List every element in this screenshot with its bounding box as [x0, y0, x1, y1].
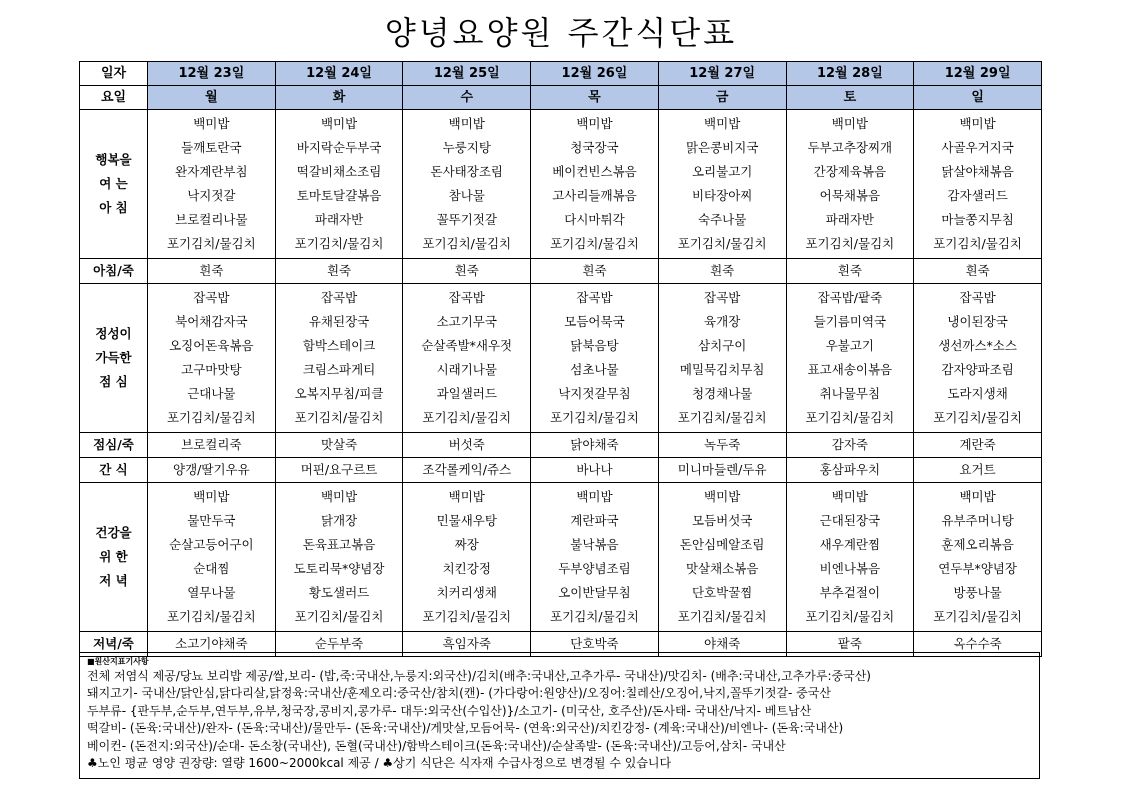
breakfast-day-cell [914, 110, 1042, 259]
menu-item: 포기김치/물김치 [422, 609, 512, 624]
breakfast-porridge-row [80, 259, 1042, 284]
menu-item: 포기김치/물김치 [422, 410, 512, 425]
dinner-porridge-cell: 흑임자죽 [403, 632, 531, 657]
menu-item: 우불고기 [825, 338, 875, 353]
date-cell: 12월 26일 [531, 62, 659, 86]
menu-item: 포기김치/물김치 [805, 236, 895, 251]
menu-item: 포기김치/물김치 [550, 609, 639, 624]
menu-item: 열무나물 [187, 585, 236, 600]
menu-item: 물만두국 [187, 513, 236, 528]
menu-item: 잡곡밥 [448, 290, 485, 305]
menu-item: 들기름미역국 [813, 314, 887, 329]
lunch-day-cell [914, 284, 1042, 433]
menu-item: 도라지생채 [947, 386, 1008, 401]
menu-item: 섬초나물 [570, 362, 619, 377]
menu-item: 백미밥 [193, 489, 230, 504]
menu-item: 감자샐러드 [947, 188, 1008, 203]
menu-item: 포기김치/물김치 [677, 410, 767, 425]
snack-cell: 조각롤케익/쥬스 [403, 458, 531, 483]
menu-item: 포기김치/물김치 [294, 609, 384, 624]
menu-item: 두부고추장찌개 [807, 140, 893, 155]
dinner-porridge-cell: 단호박죽 [531, 632, 659, 657]
menu-item: 청경채나물 [691, 386, 753, 401]
menu-item: 냉이된장국 [947, 314, 1008, 329]
lunch-porridge-cell: 감자죽 [786, 433, 914, 458]
breakfast-label-line: 아 침 [99, 200, 128, 215]
dinner-porridge-cell: 순두부죽 [275, 632, 403, 657]
breakfast-porridge-cell: 흰죽 [531, 259, 659, 284]
menu-item: 도토리묵*양념장 [293, 561, 385, 576]
snack-cell: 바나나 [531, 458, 659, 483]
menu-item: 북어채감자국 [175, 314, 248, 329]
lunch-label-line: 정성이 [95, 326, 132, 341]
menu-item: 청국장국 [570, 140, 619, 155]
menu-item: 돈사태장조림 [430, 164, 503, 179]
menu-item: 마늘쫑지무침 [941, 212, 1014, 227]
menu-item: 닭북음탕 [570, 338, 619, 353]
snack-cell: 양갱/딸기우유 [148, 458, 276, 483]
notes-line: 베이컨- (돈전지:외국산)/순대- 돈소창(국내산), 돈혈(국내산)/함박스테이크(돈육:국내산)/순살족발- (돈육:국내산)/고등어,삼치- 국내산 [87, 738, 786, 753]
menu-item: 잡곡밥 [193, 290, 230, 305]
menu-item: 오징어돈육볶음 [169, 338, 254, 353]
menu-item: 사골우거지국 [941, 140, 1014, 155]
weekday-label: 요일 [80, 86, 148, 110]
menu-item: 백미밥 [576, 116, 613, 131]
menu-item: 포기김치/물김치 [550, 410, 639, 425]
dinner-porridge-cell: 옥수수죽 [914, 632, 1042, 657]
menu-item: 바지락순두부국 [296, 140, 382, 155]
menu-item: 백미밥 [320, 116, 358, 131]
menu-item: 어묵채볶음 [819, 188, 881, 203]
date-cell: 12월 25일 [403, 62, 531, 86]
menu-item: 포기김치/물김치 [294, 410, 384, 425]
lunch-day-cell [148, 284, 276, 433]
dinner-day-cell [914, 483, 1042, 632]
weekly-menu-table [79, 61, 1042, 657]
menu-item: 모듬어묵국 [564, 314, 625, 329]
menu-item: 황도샐러드 [308, 585, 370, 600]
menu-item: 민물새우탕 [436, 513, 497, 528]
notes-line: 떡갈비- (돈육:국내산)/완자- (돈육:국내산)/물만두- (돈육:국내산)/게맛살,모듬어묵- (연육:외국산)/치킨강정- (계육:국내산)/비엔나- (돈육:국내산) [87, 721, 844, 736]
menu-item: 다시마튀각 [564, 212, 625, 227]
menu-item: 맛살채소볶음 [685, 561, 759, 576]
menu-item: 백미밥 [448, 116, 485, 131]
dinner-label-line: 저 녁 [99, 573, 128, 588]
snack-cell: 머핀/요구르트 [275, 458, 403, 483]
menu-item: 치커리생채 [436, 585, 497, 600]
weekday-cell: 토 [786, 86, 914, 110]
menu-item: 함박스테이크 [302, 338, 376, 353]
menu-item: 잡곡밥 [320, 290, 358, 305]
lunch-day-cell [403, 284, 531, 433]
menu-item: 숙주나물 [698, 212, 747, 227]
dinner-day-cell [531, 483, 659, 632]
snack-cell: 홍삼파우치 [786, 458, 914, 483]
menu-item: 백미밥 [831, 489, 868, 504]
menu-item: 순살고등어구이 [169, 537, 254, 552]
menu-item: 토마토달걀볶음 [296, 188, 382, 203]
menu-item: 포기김치/물김치 [166, 609, 256, 624]
menu-item: 짜장 [454, 537, 479, 552]
weekday-cell: 금 [658, 86, 786, 110]
menu-item: 포기김치/물김치 [166, 236, 256, 251]
lunch-porridge-row [80, 433, 1042, 458]
menu-item: 백미밥 [320, 489, 358, 504]
breakfast-porridge-cell: 흰죽 [914, 259, 1042, 284]
breakfast-porridge-cell: 흰죽 [658, 259, 786, 284]
lunch-day-cell [275, 284, 403, 433]
menu-item: 포기김치/물김치 [677, 236, 767, 251]
menu-item: 고사리들깨볶음 [552, 188, 637, 203]
notes-title: ■원산지표기사항 [87, 657, 149, 666]
weekday-cell: 수 [403, 86, 531, 110]
menu-item: 비엔나볶음 [819, 561, 881, 576]
breakfast-label-line: 여 는 [99, 176, 128, 191]
page-title: 양녕요양원 주간식단표 [384, 14, 738, 52]
lunch-day-cell [658, 284, 786, 433]
dinner-porridge-label: 저녁/죽 [80, 632, 148, 657]
dinner-day-cell [658, 483, 786, 632]
menu-item: 포기김치/물김치 [422, 236, 512, 251]
menu-item: 백미밥 [193, 116, 230, 131]
menu-item: 삼치구이 [698, 338, 747, 353]
breakfast-day-cell [275, 110, 403, 259]
lunch-row [80, 284, 1042, 433]
menu-item: 간장제육볶음 [813, 164, 887, 179]
date-cell: 12월 29일 [914, 62, 1042, 86]
menu-item: 잡곡밥 [704, 290, 741, 305]
dinner-day-cell [148, 483, 276, 632]
menu-item: 들깨토란국 [181, 140, 242, 155]
dinner-day-cell [275, 483, 403, 632]
notes-line: ♣노인 평균 영양 권장량: 열량 1600~2000kcal 제공 / ♣상기 식단은 식자재 수급사정으로 변경될 수 있습니다 [87, 756, 672, 771]
notes-line: 돼지고기- 국내산/닭안심,닭다리살,닭정육:국내산/훈제오리:중국산/참치(캔)- (가다랑어:원양산)/오징어:칠레산/오징어,낙지,꼴뚜기젓갈- 중국산 [87, 686, 831, 701]
menu-item: 완자계란부침 [175, 164, 248, 179]
menu-item: 낙지젓갈 [187, 188, 236, 203]
menu-item: 돈안심메알조림 [679, 537, 765, 552]
lunch-label-line: 점 심 [99, 374, 128, 389]
dinner-label [80, 483, 148, 632]
menu-item: 육개장 [704, 314, 741, 329]
lunch-porridge-label: 점심/죽 [80, 433, 148, 458]
menu-item: 고구마맛탕 [181, 362, 242, 377]
notes-line: 전체 저염식 제공/당뇨 보리밥 제공/쌀,보리- (밥,죽:국내산,누룽지:외국산)/김치(배추:국내산,고추가루- 국내산)/맛김치- (배추:국내산,고추가루:중국산) [87, 669, 871, 683]
menu-item: 단호박꿀찜 [691, 585, 753, 600]
breakfast-label-line: 행복을 [95, 152, 132, 167]
menu-item: 포기김치/물김치 [677, 609, 767, 624]
menu-item: 포기김치/물김치 [294, 236, 384, 251]
menu-item: 포기김치/물김치 [550, 236, 639, 251]
notes-line: 두부류- {판두부,순두부,연두부,유부,청국장,콩비지,콩가루- 대두:외국산(수입산)}/소고기- (미국산, 호주산)/돈사태- 국내산/낙지- 베트남산 [87, 703, 812, 718]
menu-item: 시래기나물 [436, 362, 497, 377]
menu-item: 포기김치/물김치 [933, 236, 1022, 251]
origin-notes [79, 652, 1040, 779]
menu-item: 백미밥 [959, 116, 996, 131]
menu-item: 잡곡밥 [959, 290, 996, 305]
menu-item: 모듬버섯국 [691, 513, 753, 528]
menu-item: 감자양파조림 [941, 362, 1014, 377]
lunch-label [80, 284, 148, 433]
breakfast-label [80, 110, 148, 259]
menu-item: 닭살야채볶음 [941, 164, 1014, 179]
menu-item: 닭개장 [320, 513, 358, 528]
breakfast-porridge-label: 아침/죽 [80, 259, 148, 284]
menu-item: 낙지젓갈무침 [558, 386, 631, 401]
menu-item: 포기김치/물김치 [166, 410, 256, 425]
menu-item: 과일샐러드 [436, 386, 497, 401]
menu-item: 근대나물 [187, 386, 236, 401]
breakfast-day-cell [148, 110, 276, 259]
menu-item: 비타장아찌 [691, 188, 753, 203]
menu-item: 오리불고기 [691, 164, 753, 179]
menu-item: 참나물 [448, 188, 485, 203]
breakfast-porridge-cell: 흰죽 [403, 259, 531, 284]
lunch-porridge-cell: 맛살죽 [275, 433, 403, 458]
menu-item: 파래자반 [314, 212, 364, 227]
date-cell: 12월 24일 [275, 62, 403, 86]
dinner-label-line: 위 한 [99, 549, 128, 564]
menu-item: 오이반달무침 [558, 585, 631, 600]
menu-item: 맑은콩비지국 [685, 140, 759, 155]
menu-item: 근대된장국 [819, 513, 881, 528]
menu-item: 떡갈비채소조림 [296, 164, 382, 179]
dinner-day-cell [403, 483, 531, 632]
dinner-porridge-cell: 팥죽 [786, 632, 914, 657]
lunch-label-line: 가득한 [95, 350, 132, 365]
lunch-porridge-cell: 브로컬리죽 [148, 433, 276, 458]
weekday-cell: 화 [275, 86, 403, 110]
menu-item: 새우계란찜 [819, 537, 881, 552]
date-cell: 12월 27일 [658, 62, 786, 86]
dinner-porridge-cell: 야채죽 [658, 632, 786, 657]
snack-cell: 요거트 [914, 458, 1042, 483]
dinner-day-cell [786, 483, 914, 632]
snack-row [80, 458, 1042, 483]
menu-item: 베이컨빈스볶음 [552, 164, 637, 179]
weekday-cell: 일 [914, 86, 1042, 110]
menu-item: 돈육표고볶음 [302, 537, 376, 552]
menu-item: 잡곡밥/팥죽 [817, 290, 883, 305]
menu-item: 잡곡밥 [576, 290, 613, 305]
menu-item: 백미밥 [959, 489, 996, 504]
breakfast-porridge-cell: 흰죽 [148, 259, 276, 284]
menu-item: 포기김치/물김치 [805, 410, 895, 425]
snack-cell: 미니마들렌/두유 [658, 458, 786, 483]
menu-item: 크림스파게티 [302, 362, 376, 377]
menu-item: 백미밥 [704, 489, 741, 504]
lunch-day-cell [531, 284, 659, 433]
menu-item: 포기김치/물김치 [805, 609, 895, 624]
menu-item: 브로컬리나물 [175, 212, 248, 227]
dinner-porridge-cell: 소고기야채죽 [148, 632, 276, 657]
menu-item: 유채된장국 [308, 314, 370, 329]
menu-item: 꼴뚜기젓갈 [436, 212, 497, 227]
dinner-label-line: 건강을 [95, 525, 132, 540]
date-cell: 12월 23일 [148, 62, 276, 86]
breakfast-row [80, 110, 1042, 259]
menu-item: 훈제오리볶음 [941, 537, 1014, 552]
menu-item: 오복지무침/피클 [294, 386, 384, 401]
menu-item: 백미밥 [831, 116, 868, 131]
weekday-row [80, 86, 1042, 110]
menu-item: 표고새송이볶음 [807, 362, 893, 377]
menu-item: 취나물무침 [819, 386, 881, 401]
breakfast-day-cell [786, 110, 914, 259]
lunch-porridge-cell: 계란죽 [914, 433, 1042, 458]
weekday-cell: 월 [148, 86, 276, 110]
breakfast-day-cell [531, 110, 659, 259]
breakfast-day-cell [403, 110, 531, 259]
snack-label: 간 식 [80, 458, 148, 483]
menu-item: 포기김치/물김치 [933, 410, 1022, 425]
menu-item: 연두부*양념장 [938, 561, 1017, 576]
menu-item: 유부주머니탕 [941, 513, 1014, 528]
menu-item: 부추겉절이 [819, 585, 881, 600]
menu-item: 방풍나물 [953, 585, 1002, 600]
notes-lines [87, 668, 1035, 772]
lunch-porridge-cell: 녹두죽 [658, 433, 786, 458]
breakfast-day-cell [658, 110, 786, 259]
menu-item: 메밀묵김치무침 [679, 362, 765, 377]
date-label: 일자 [80, 62, 148, 86]
weekday-cell: 목 [531, 86, 659, 110]
menu-item: 불낙볶음 [570, 537, 619, 552]
menu-item: 생선까스*소스 [938, 338, 1017, 353]
menu-item: 순대찜 [193, 561, 230, 576]
menu-item: 누룽지탕 [442, 140, 491, 155]
date-row [80, 62, 1042, 86]
breakfast-porridge-cell: 흰죽 [786, 259, 914, 284]
menu-item: 두부양념조림 [558, 561, 631, 576]
lunch-porridge-cell: 버섯죽 [403, 433, 531, 458]
menu-item: 소고기무국 [436, 314, 497, 329]
menu-item: 백미밥 [576, 489, 613, 504]
dinner-row [80, 483, 1042, 632]
menu-item: 순살족발*새우젓 [421, 338, 513, 353]
breakfast-porridge-cell: 흰죽 [275, 259, 403, 284]
lunch-day-cell [786, 284, 914, 433]
menu-item: 치킨강정 [442, 561, 491, 576]
date-cell: 12월 28일 [786, 62, 914, 86]
lunch-porridge-cell: 닭야채죽 [531, 433, 659, 458]
menu-item: 백미밥 [448, 489, 485, 504]
menu-item: 파래자반 [825, 212, 875, 227]
menu-item: 백미밥 [704, 116, 741, 131]
menu-item: 계란파국 [570, 513, 619, 528]
menu-item: 포기김치/물김치 [933, 609, 1022, 624]
